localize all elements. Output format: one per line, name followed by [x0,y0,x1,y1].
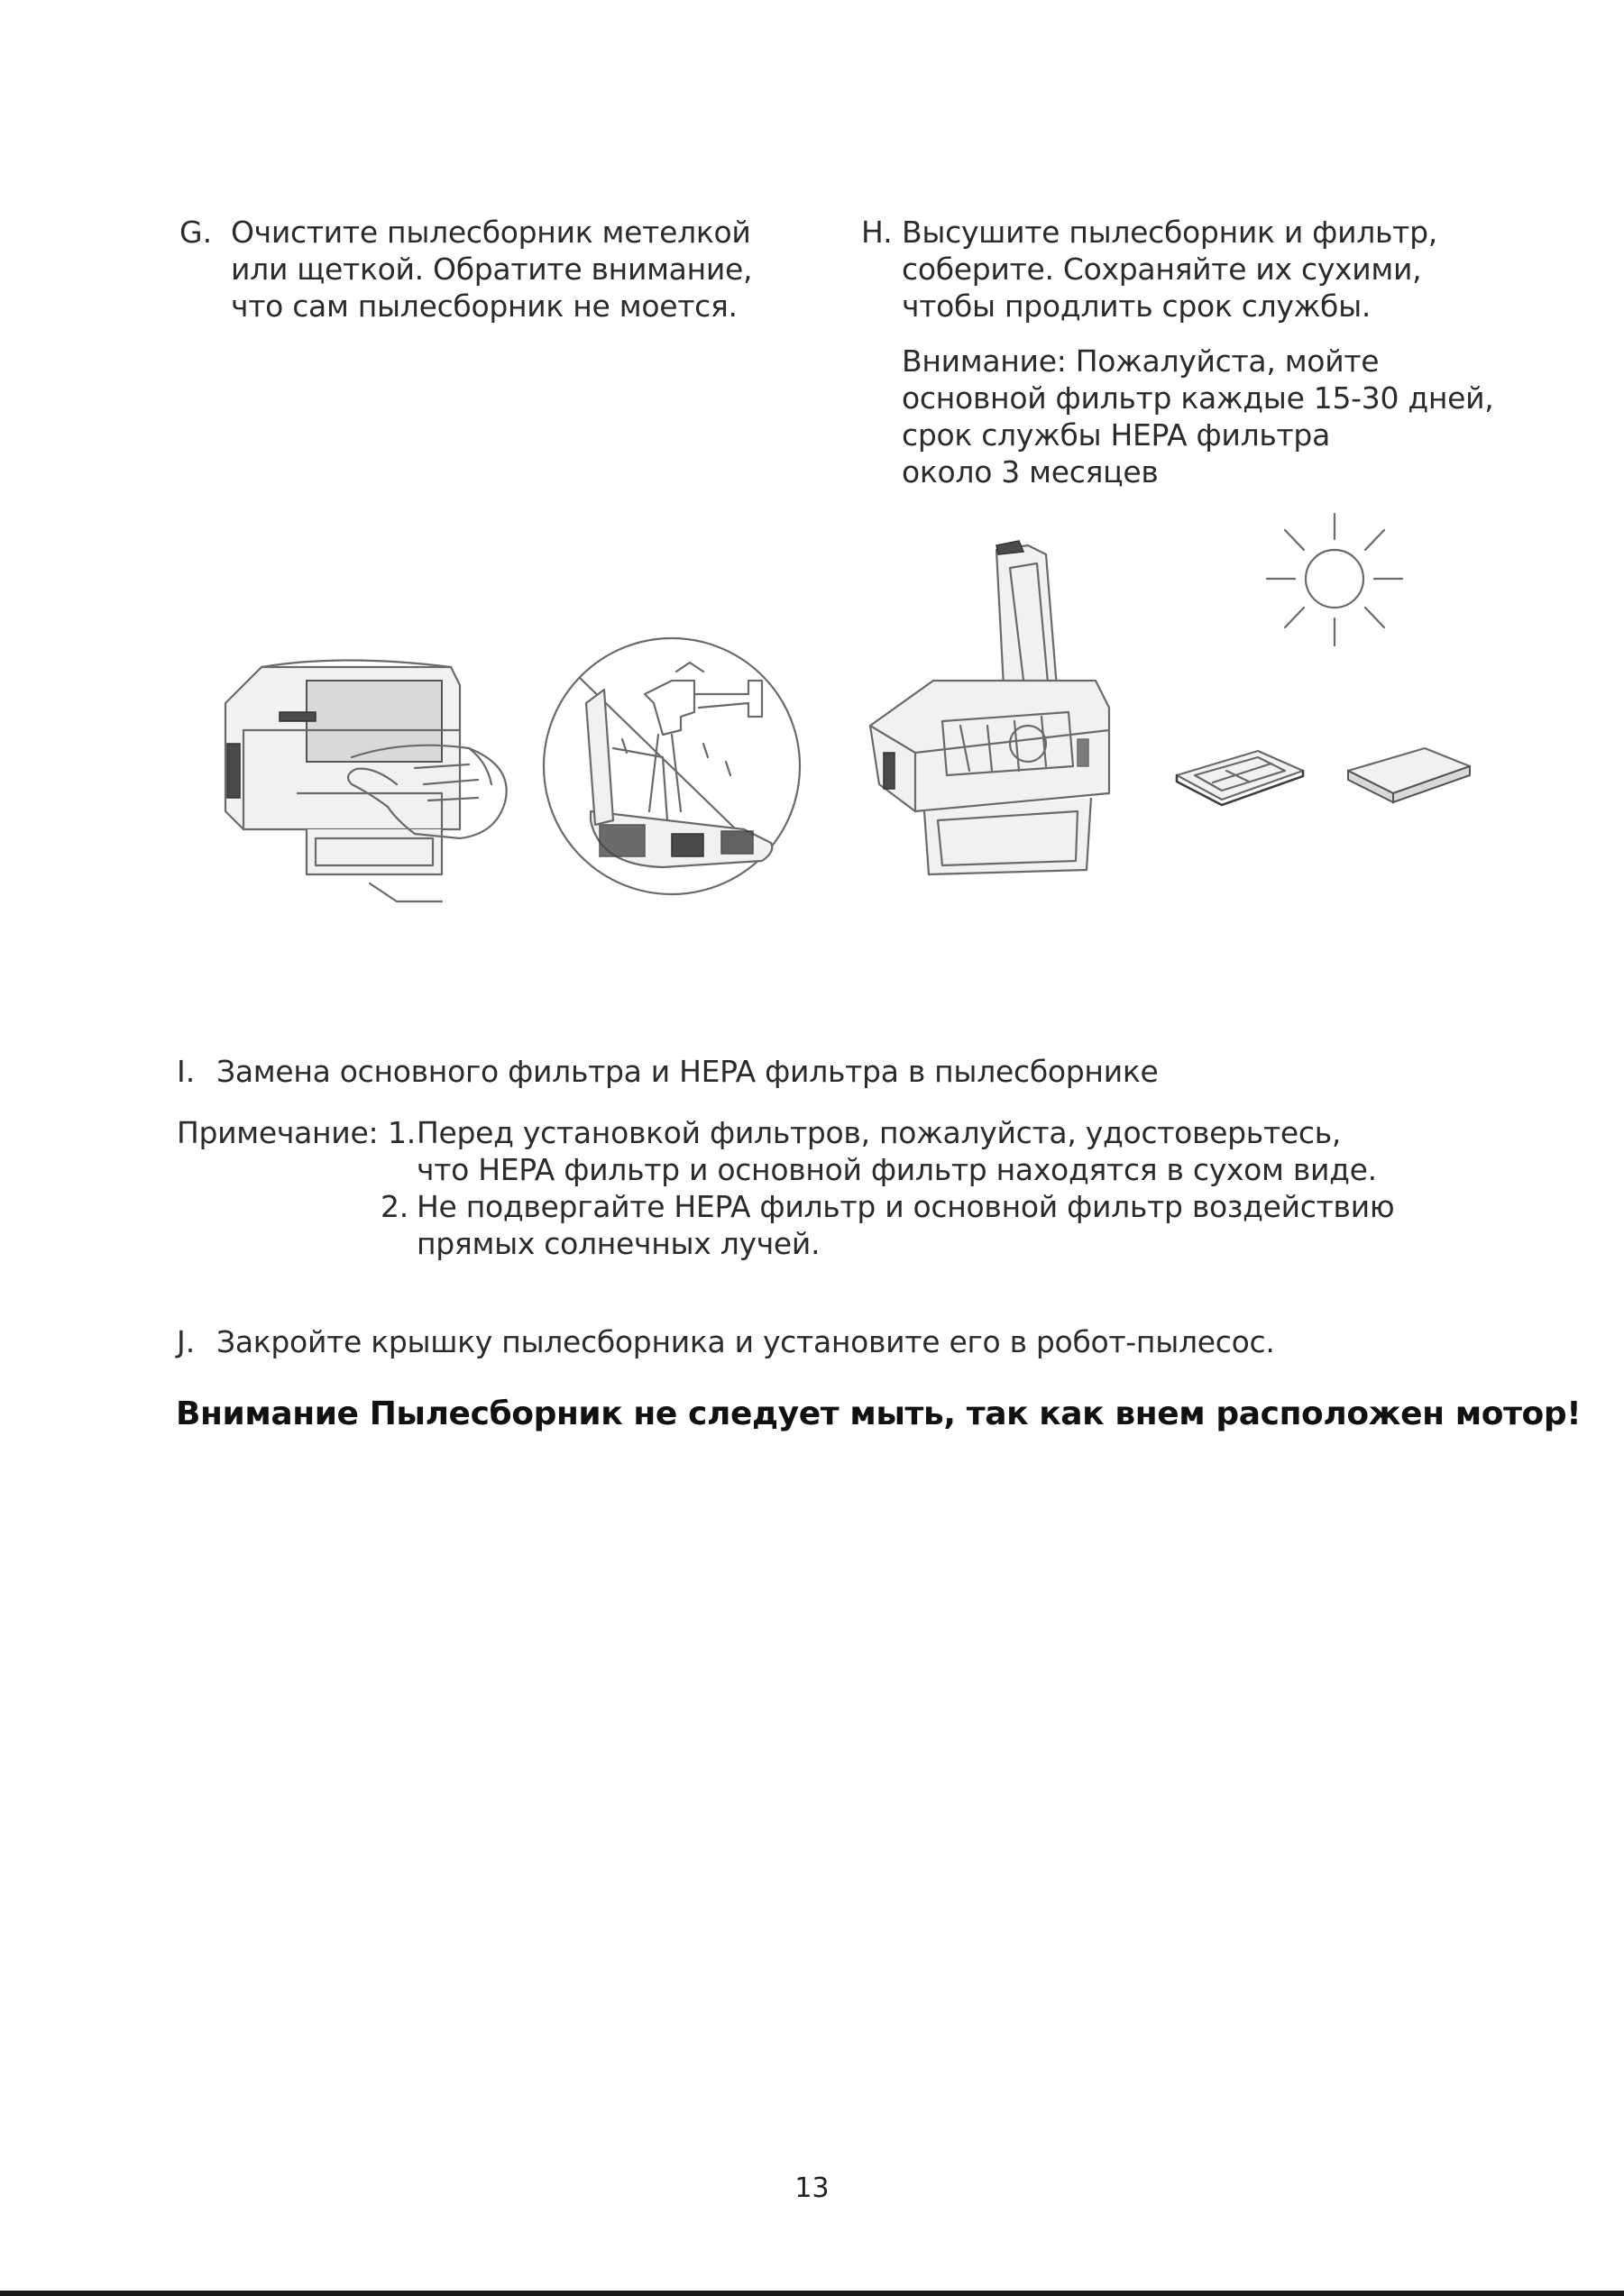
step-h-marker: H. [861,215,893,250]
bottom-rule [0,2291,1624,2296]
step-g-line: Очистите пылесборник метелкой [231,215,751,250]
step-h-line: соберите. Сохраняйте их сухими, [902,252,1422,287]
note-item1-line: что HEPA фильтр и основной фильтр находятся в сухом виде. [417,1152,1377,1187]
dustbin-open-illustration [861,541,1123,874]
step-j-text: Закройте крышку пылесборника и установите его в робот-пылесос. [216,1324,1275,1359]
attention-line: около 3 месяцев [902,454,1159,489]
step-h-text [902,214,1437,325]
dustbin-brush-illustration [207,649,523,919]
step-g-text [231,214,752,325]
step-g-line: или щеткой. Обратите внимание, [231,252,753,287]
page-number: 13 [794,2173,830,2204]
attention-line: срок службы HEPA фильтра [902,417,1331,453]
step-j-marker: J. [177,1324,196,1359]
note-label: Примечание: [177,1115,379,1150]
note-item1-line: Перед установкой фильтров, пожалуйста, удостоверьтесь, [417,1115,1342,1150]
sun-icon [1262,514,1407,649]
note-item1-text [417,1114,1377,1188]
note-item2-number: 2. [381,1189,408,1224]
attention-line: Внимание: Пожалуйста, мойте [902,343,1380,379]
step-h-line: чтобы продлить срок службы. [902,288,1372,324]
note-item2-line: Не подвергайте HEPA фильтр и основной фильтр воздействию [417,1189,1395,1224]
no-washing-icon [537,631,807,901]
step-h-attention [902,343,1493,490]
main-filter-illustration [1172,744,1307,807]
note-item1-number: 1. [388,1115,416,1150]
step-i-text: Замена основного фильтра и HEPA фильтра в пылесборнике [216,1054,1159,1089]
attention-line: основной фильтр каждые 15-30 дней, [902,380,1494,416]
step-i-marker: I. [177,1054,196,1089]
note-item2-line: прямых солнечных лучей. [417,1226,821,1261]
warning-text: Внимание Пылесборник не следует мыть, так как внем расположен мотор! [176,1395,1582,1432]
step-g-marker: G. [179,215,213,250]
note-item2-text [417,1188,1394,1262]
step-h-line: Высушите пылесборник и фильтр, [902,215,1437,250]
hepa-filter-illustration [1344,744,1474,807]
step-g-line: что сам пылесборник не моется. [231,288,738,324]
